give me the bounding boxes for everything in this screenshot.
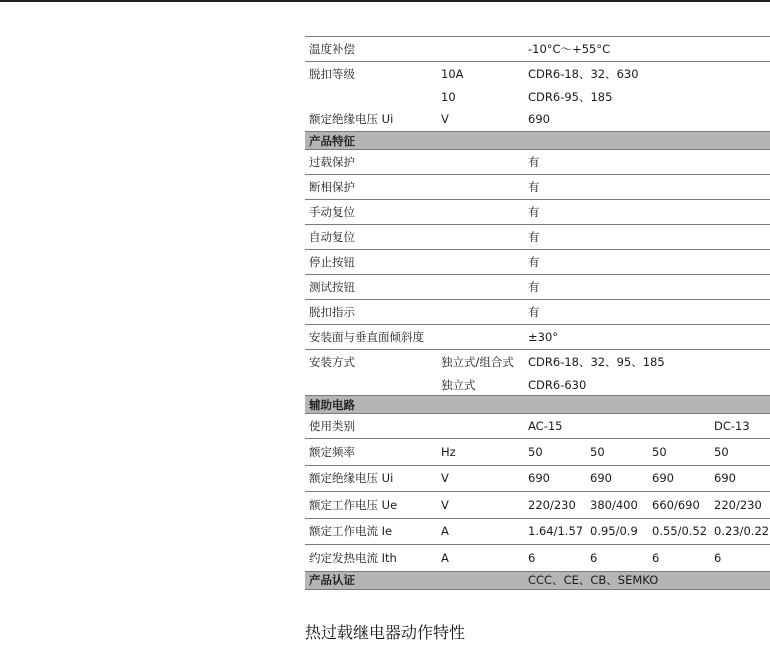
row-value: 6 bbox=[586, 545, 648, 572]
row-label: 手动复位 bbox=[305, 200, 437, 225]
row-value: 690 bbox=[586, 465, 648, 492]
spec-table bbox=[305, 36, 770, 590]
row-label: 脱扣等级 bbox=[305, 62, 437, 87]
row-value: CDR6-18、32、630 bbox=[524, 62, 770, 87]
table-row bbox=[305, 300, 770, 325]
row-value: 有 bbox=[524, 300, 770, 325]
row-value: CDR6-95、185 bbox=[528, 89, 613, 104]
row-value: AC-15 bbox=[524, 414, 710, 439]
row-value-dc: DC-13 bbox=[710, 414, 770, 439]
row-value: CDR6-18、32、95、185 bbox=[524, 350, 770, 375]
row-label: 温度补偿 bbox=[305, 37, 437, 62]
row-value: 有 bbox=[524, 225, 770, 250]
row-unit bbox=[437, 250, 524, 275]
table-row bbox=[305, 37, 770, 62]
row-label: 使用类别 bbox=[305, 414, 437, 439]
row-unit: A bbox=[437, 545, 524, 572]
row-unit bbox=[437, 414, 524, 439]
row-unit bbox=[437, 37, 524, 62]
row-value: 有 bbox=[524, 200, 770, 225]
row-label: 额定绝缘电压 Ui bbox=[305, 465, 437, 492]
row-label: 脱扣指示 bbox=[305, 300, 437, 325]
row-label: 额定工作电压 Ue bbox=[305, 492, 437, 519]
row-value: 690 bbox=[710, 465, 770, 492]
table-row bbox=[305, 150, 770, 175]
row-value: 0.55/0.52 bbox=[648, 518, 710, 545]
top-rule bbox=[0, 0, 770, 2]
table-row bbox=[305, 414, 770, 439]
row-unit bbox=[437, 200, 524, 225]
row-unit: A bbox=[437, 518, 524, 545]
row-label: 测试按钮 bbox=[305, 275, 437, 300]
table-row bbox=[305, 545, 770, 572]
row-unit: V bbox=[441, 112, 449, 126]
row-value: ±30° bbox=[524, 325, 770, 350]
table-row bbox=[305, 518, 770, 545]
table-row bbox=[305, 107, 770, 132]
row-label: 安装方式 bbox=[305, 350, 437, 375]
row-label: 额定绝缘电压 Ui bbox=[309, 112, 394, 126]
table-row bbox=[305, 200, 770, 225]
row-value: 690 bbox=[524, 465, 586, 492]
row-value: 220/230 bbox=[524, 492, 586, 519]
section-title: 产品认证 bbox=[305, 571, 524, 589]
section-title: 辅助电路 bbox=[305, 396, 770, 414]
row-value: 660/690 bbox=[648, 492, 710, 519]
row-unit bbox=[437, 325, 524, 350]
row-value: 690 bbox=[648, 465, 710, 492]
row-value: 50 bbox=[648, 439, 710, 466]
row-value: -10°C～+55°C bbox=[524, 37, 770, 62]
row-label bbox=[305, 374, 437, 396]
row-value: 50 bbox=[586, 439, 648, 466]
row-unit: 10A bbox=[437, 62, 524, 87]
section-header bbox=[305, 132, 770, 150]
row-unit bbox=[437, 175, 524, 200]
row-unit bbox=[437, 275, 524, 300]
table-row bbox=[305, 492, 770, 519]
row-value: 有 bbox=[524, 175, 770, 200]
row-unit: V bbox=[437, 465, 524, 492]
row-unit bbox=[437, 225, 524, 250]
row-value: 有 bbox=[524, 250, 770, 275]
table-row bbox=[305, 175, 770, 200]
row-value: 有 bbox=[524, 150, 770, 175]
table-row bbox=[305, 225, 770, 250]
row-label: 额定工作电流 Ie bbox=[305, 518, 437, 545]
table-row bbox=[305, 465, 770, 492]
row-label: 自动复位 bbox=[305, 225, 437, 250]
row-label: 安装面与垂直面倾斜度 bbox=[305, 325, 437, 350]
table-row bbox=[305, 325, 770, 350]
row-value: 0.95/0.9 bbox=[586, 518, 648, 545]
row-unit bbox=[437, 300, 524, 325]
row-value: 50 bbox=[710, 439, 770, 466]
certification-value: CCC、CE、CB、SEMKO bbox=[524, 571, 770, 589]
row-unit: Hz bbox=[437, 439, 524, 466]
row-label: 停止按钮 bbox=[305, 250, 437, 275]
row-label bbox=[305, 86, 437, 107]
row-unit: 独立式/组合式 bbox=[437, 350, 524, 375]
table-row bbox=[305, 439, 770, 466]
row-unit bbox=[437, 150, 524, 175]
table-row bbox=[305, 62, 770, 87]
section-header bbox=[305, 396, 770, 414]
table-row bbox=[305, 275, 770, 300]
row-label: 断相保护 bbox=[305, 175, 437, 200]
row-unit: 独立式 bbox=[441, 377, 476, 392]
table-row bbox=[305, 374, 770, 396]
row-value: 6 bbox=[710, 545, 770, 572]
row-label: 过载保护 bbox=[305, 150, 437, 175]
table-row bbox=[305, 250, 770, 275]
row-unit: 10 bbox=[441, 89, 456, 104]
table-row bbox=[305, 86, 770, 107]
row-value: 0.23/0.22 bbox=[710, 518, 770, 545]
row-value: 380/400 bbox=[586, 492, 648, 519]
row-label: 约定发热电流 Ith bbox=[305, 545, 437, 572]
row-value: 220/230 bbox=[710, 492, 770, 519]
section-heading: 热过载继电器动作特性 bbox=[305, 623, 466, 642]
row-value: 6 bbox=[648, 545, 710, 572]
row-value: 6 bbox=[524, 545, 586, 572]
row-unit: V bbox=[437, 492, 524, 519]
row-value: 有 bbox=[524, 275, 770, 300]
row-value: CDR6-630 bbox=[528, 377, 587, 392]
row-value: 50 bbox=[524, 439, 586, 466]
section-header bbox=[305, 571, 770, 589]
row-value: 1.64/1.57 bbox=[524, 518, 586, 545]
row-value: 690 bbox=[528, 112, 550, 126]
table-row bbox=[305, 350, 770, 375]
row-label: 额定频率 bbox=[305, 439, 437, 466]
section-title: 产品特征 bbox=[305, 132, 770, 150]
